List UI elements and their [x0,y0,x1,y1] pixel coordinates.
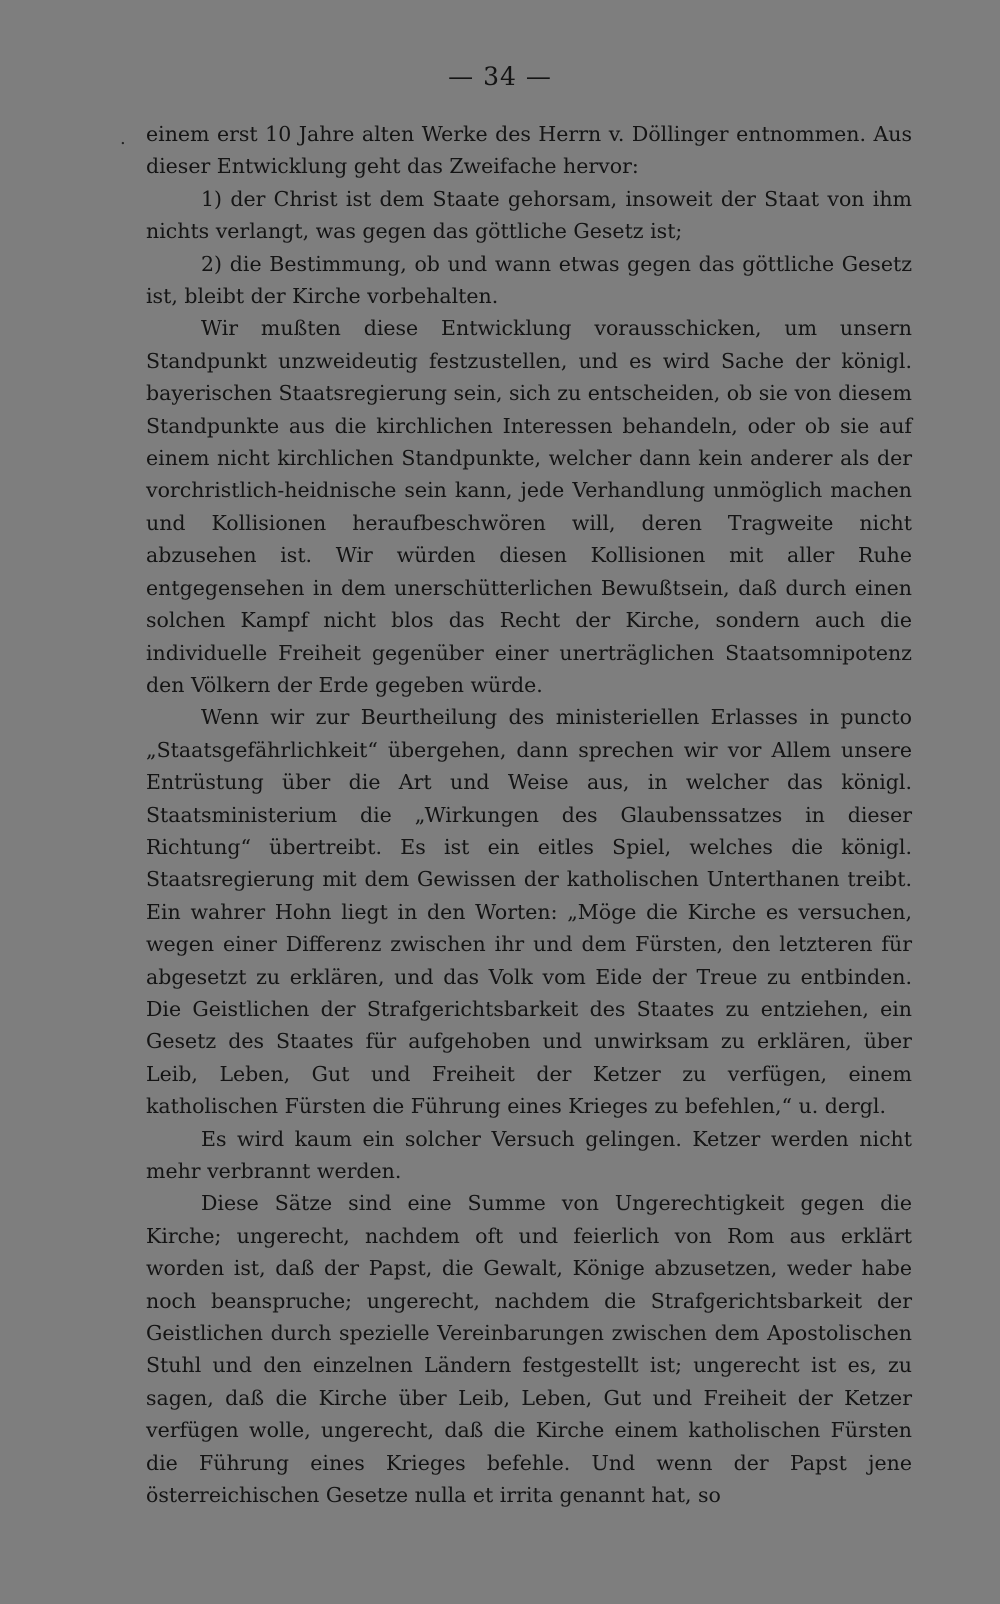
page-number-header: — 34 — [448,62,552,91]
paragraph-2: Wir mußten diese Entwicklung vorausschicken, um unsern Standpunkt unzweideutig festzustellen, und es wird Sache der königl. bayerischen Staatsregierung sein, sich zu entscheiden, ob sie von diesem Standpunkte aus die kirchlichen Interessen behandeln, oder ob sie auf einem nicht kirchlichen Standpunkte, welcher dann kein anderer als der vorchristlich-heidnische sein kann, jede Verhandlung unmöglich machen und Kollisionen heraufbeschwören will, deren Tragweite nicht abzusehen ist. Wir würden diesen Kollisionen mit aller Ruhe entgegensehen in dem unerschütterlichen Bewußtsein, daß durch einen solchen Kampf nicht blos das Recht der Kirche, sondern auch die individuelle Freiheit gegenüber einer unerträglichen Staatsomnipotenz den Völkern der Erde gegeben würde. [146,316,912,697]
margin-dot: . [120,128,126,149]
paragraph-4: Es wird kaum ein solcher Versuch gelingen. Ketzer werden nicht mehr verbrannt werden. [146,1126,912,1183]
list-item-2: 2) die Bestimmung, ob und wann etwas gegen das göttliche Gesetz ist, bleibt der Kirche vorbehalten. [146,251,912,309]
body-text [146,118,912,1511]
paragraph-3: Wenn wir zur Beurtheilung des ministeriellen Erlasses in puncto „Staatsgefährlichkeit“ übergehen, dann sprechen wir vor Allem unsere Entrüstung über die Art und Weise aus, in welcher das königl. Staatsministerium die „Wirkungen des Glaubenssatzes in dieser Richtung“ übertreibt. Es ist ein eitles Spiel, welches die königl. Staatsregierung mit dem Gewissen der katholischen Unterthanen treibt. Ein wahrer Hohn liegt in den Worten: „Möge die Kirche es versuchen, wegen einer Differenz zwischen ihr und dem Fürsten, den letzteren für abgesetzt zu erklären, und das Volk vom Eide der Treue zu entbinden. Die Geistlichen der Strafgerichtsbarkeit des Staates zu entziehen, ein Gesetz des Staates für aufgehoben und unwirksam zu erklären, über Leib, Leben, Gut und Freiheit der Ketzer zu verfügen, einem katholischen Fürsten die Führung eines Krieges zu befehlen,“ u. dergl. [146,705,912,1119]
paragraph-1: einem erst 10 Jahre alten Werke des Herrn v. Döllinger entnommen. Aus dieser Entwicklung geht das Zweifache hervor: [146,122,912,179]
list-item-1: 1) der Christ ist dem Staate gehorsam, insoweit der Staat von ihm nichts verlangt, was gegen das göttliche Gesetz ist; [146,186,912,244]
paragraph-5: Diese Sätze sind eine Summe von Ungerechtigkeit gegen die Kirche; ungerecht, nachdem oft und feierlich von Rom aus erklärt worden ist, daß der Papst, die Gewalt, Könige abzusetzen, weder habe noch beanspruche; ungerecht, nachdem die Strafgerichtsbarkeit der Geistlichen durch spezielle Vereinbarungen zwischen dem Apostolischen Stuhl und den einzelnen Ländern festgestellt ist; ungerecht ist es, zu sagen, daß die Kirche über Leib, Leben, Gut und Freiheit der Ketzer verfügen wolle, ungerecht, daß die Kirche einem katholischen Fürsten die Führung eines Krieges befehle. Und wenn der Papst jene österreichischen Gesetze nulla et irrita genannt hat, so [146,1191,912,1508]
